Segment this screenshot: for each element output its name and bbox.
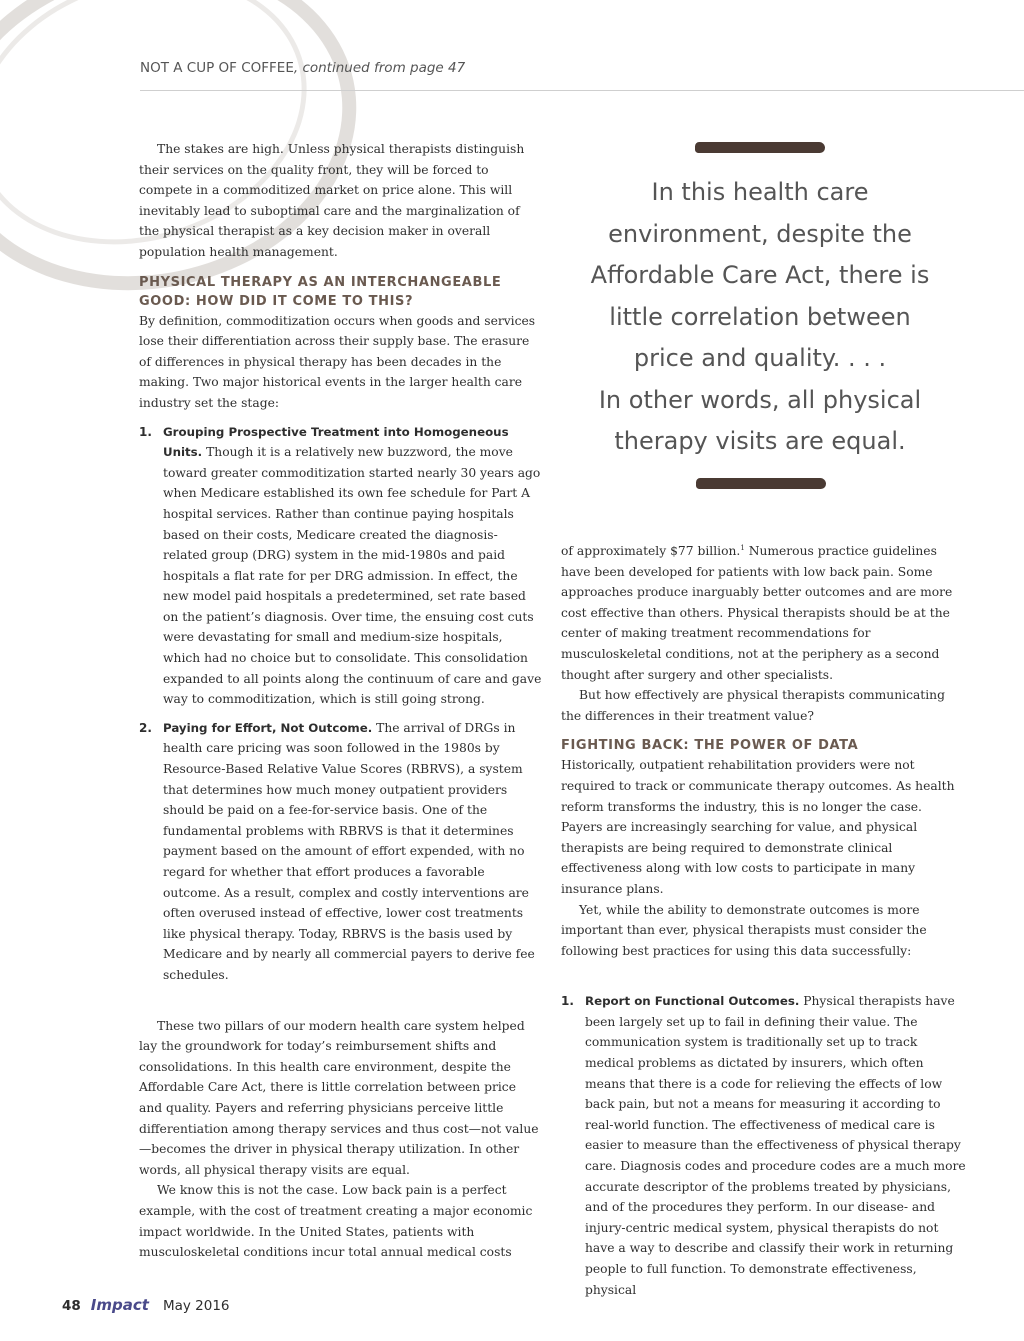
section-heading-commoditization: PHYSICAL THERAPY AS AN INTERCHANGEABLE GOOD: HOW DID IT COME TO THIS?	[139, 274, 502, 309]
list-item	[139, 718, 542, 986]
page-footer	[62, 1296, 230, 1314]
footnote-ref: 1	[740, 543, 745, 552]
pull-quote-line-2: In other words, all physical therapy visits are equal.	[598, 385, 922, 455]
left-paragraph-3: These two pillars of our modern health care system helped lay the groundwork for today’s reimbursement shifts and consolidations. In this health care environment, despite the Affordable Care Act, there is little correlation between price and quality. Payers and referring physicians perceive little differentiation among therapy services and thus cost—not value—becomes the driver in physical therapy utilization. In other words, all physical therapy visits are equal.	[139, 1018, 539, 1177]
list-item-text: Though it is a relatively new buzzword, the move toward greater commoditization started nearly 30 years ago when Medicare established its own fee schedule for Part A hospital services. Rather than continue paying hospitals based on their costs, Medicare created the diagnosis-related group (DRG) system in the mid-1980s and paid hospitals a flat rate for per DRG admission. In effect, the new model paid hospitals a predetermined, set rate based on the patient’s diagnosis. Over time, the ensuing cost cuts were devastating for small and medium-size hospitals, which had no choice but to consolidate. This consolidation expanded to all points along the continuum of care and gave way to commoditization, which is still going strong.	[163, 445, 542, 707]
pull-quote-line-1: In this health care environment, despite the Affordable Care Act, there is little correlation between price and quality. . . .	[590, 178, 930, 372]
right-paragraph-3: Historically, outpatient rehabilitation providers were not required to track or communicate therapy outcomes. As health reform transforms the industry, this is no longer the case. Payers are increasingly searching for value, and physical therapists are being required to demonstrate clinical effectiveness along with low costs to participate in many insurance plans.	[561, 758, 955, 896]
header-title: NOT A CUP OF COFFEE	[140, 60, 294, 76]
issue-date: May 2016	[162, 1298, 230, 1314]
right-paragraph-1-rest: Numerous practice guidelines have been developed for patients with low back pain. Some approaches produce inarguably better outcomes and are more cost effective than others. Physical therapists should be at the center of making treatment recommendations for musculoskeletal conditions, not at the periphery as a second thought after surgery and other specialists.	[561, 544, 953, 682]
pull-quote	[580, 172, 940, 463]
brush-stroke-top-decoration	[695, 142, 825, 153]
header-continued: , continued from page 47	[293, 60, 466, 76]
running-header	[140, 60, 465, 76]
left-paragraph-1: The stakes are high. Unless physical therapists distinguish their services on the quality front, they will be forced to compete in a commoditized market on price alone. This will inevitably lead to suboptimal care and the marginalization of the physical therapist as a key decision maker in overall population health management.	[139, 142, 525, 259]
right-paragraph-1	[561, 541, 966, 685]
list-item-text: Physical therapists have been largely set up to fail in defining their value. The communication system is traditionally set up to track medical problems as dictated by insurers, which often means that there is a code for relieving the effects of low back pain, but not a means for measuring it according to real-world function. The effectiveness of medical care is easier to measure than the effectiveness of physical therapy care. Diagnosis codes and procedure codes are a much more accurate descriptor of the problems treated by physicians, and of the procedures they perform. In our disease- and injury-centric medical system, physical therapists do not have a way to describe and classify their work in returning people to full function. To demonstrate effectiveness, physical	[585, 994, 966, 1297]
magazine-name: Impact	[90, 1296, 149, 1314]
left-paragraph-2: By definition, commoditization occurs when goods and services lose their differentiation across their supply base. The erasure of differences in physical therapy has been decades in the making. Two major historical events in the larger health care industry set the stage:	[139, 313, 536, 410]
right-paragraph-1-start: of approximately $77 billion.	[561, 544, 741, 558]
list-item-lead: Report on Functional Outcomes.	[585, 994, 800, 1009]
page-number: 48	[62, 1298, 81, 1314]
list-number: 1.	[561, 994, 574, 1009]
best-practices-list	[561, 991, 966, 1300]
brush-stroke-bottom-decoration	[696, 478, 826, 489]
right-paragraph-2: But how effectively are physical therapists communicating the differences in their treatment value?	[561, 688, 945, 723]
list-item-text: The arrival of DRGs in health care pricing was soon followed in the 1980s by Resource-Based Relative Value Scores (RBRVS), a system that determines how much money outpatient providers should be paid on a fee-for-service basis. One of the fundamental problems with RBRVS is that it determines payment based on the amount of effort expended, with no regard for whether that effort produces a favorable outcome. As a result, complex and costly interventions are often overused instead of effective, lower cost treatments like physical therapy. Today, RBRVS is the basis used by Medicare and by nearly all commercial payers to derive fee schedules.	[163, 720, 535, 982]
historical-events-list	[139, 422, 542, 986]
list-item	[561, 991, 966, 1300]
right-paragraph-4: Yet, while the ability to demonstrate outcomes is more important than ever, physical therapists must consider the following best practices for using this data successfully:	[561, 902, 927, 958]
list-item-lead: Paying for Effort, Not Outcome.	[163, 720, 373, 735]
header-rule	[140, 90, 1024, 91]
left-column	[139, 139, 542, 1263]
list-number: 2.	[139, 720, 152, 735]
list-item	[139, 422, 542, 710]
list-number: 1.	[139, 424, 152, 439]
section-heading-data: FIGHTING BACK: THE POWER OF DATA	[561, 738, 859, 754]
left-paragraph-4: We know this is not the case. Low back pain is a perfect example, with the cost of treatment creating a major economic impact worldwide. In the United States, patients with musculoskeletal conditions incur total annual medical costs	[139, 1183, 533, 1260]
list-item-lead: Grouping Prospective Treatment into Homogeneous Units.	[163, 424, 509, 460]
right-column	[561, 541, 966, 1308]
